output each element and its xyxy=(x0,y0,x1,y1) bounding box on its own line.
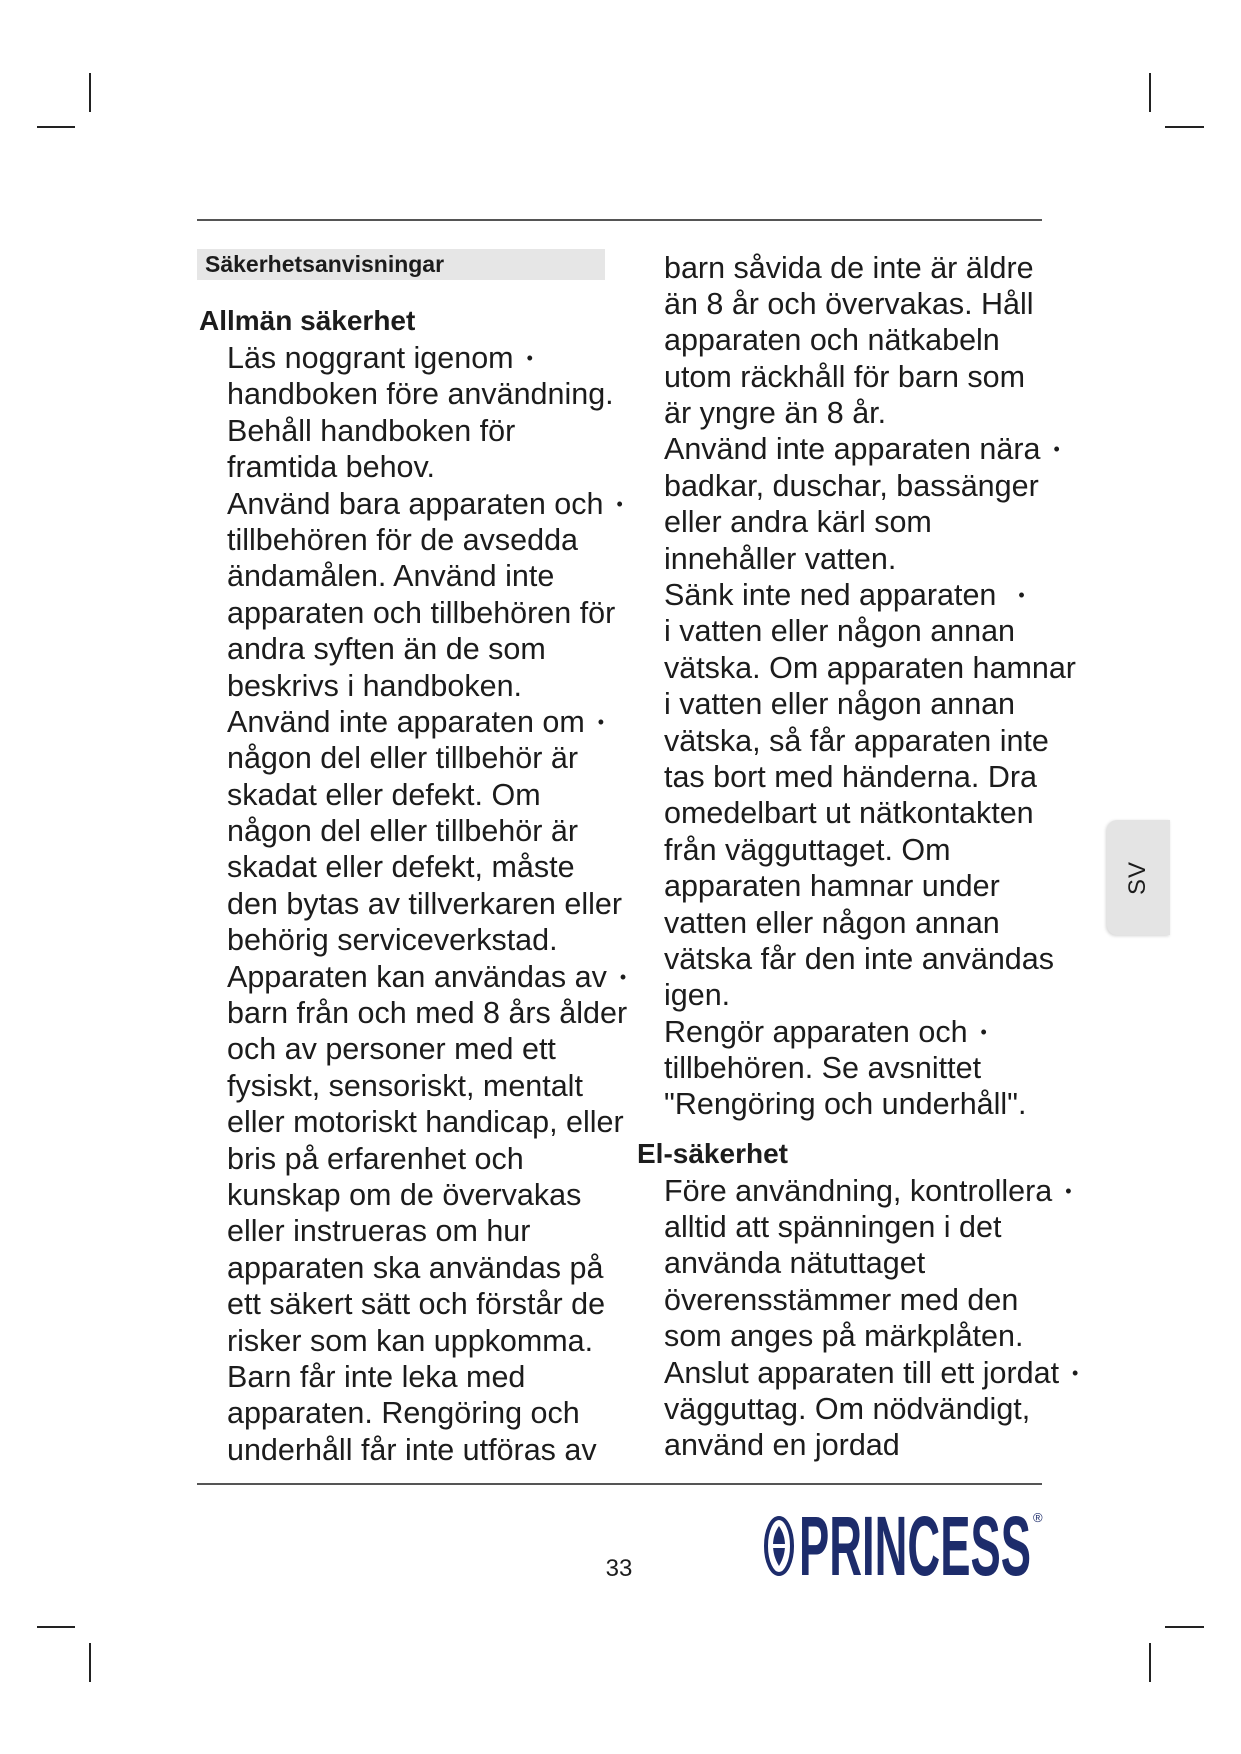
safety-instruction-item xyxy=(227,340,627,486)
safety-instruction-item xyxy=(227,486,627,704)
instruction-line: innehåller vatten. xyxy=(664,541,897,576)
instruction-line xyxy=(227,340,627,376)
instruction-line: vätska, så får apparaten inte xyxy=(664,723,1049,758)
bullet-marker: • xyxy=(980,1021,987,1042)
top-rule xyxy=(197,219,1042,221)
instruction-line: någon del eller tillbehör är xyxy=(227,741,578,776)
safety-instruction-item xyxy=(227,959,627,1468)
instruction-text: Läs noggrant igenom xyxy=(227,341,514,375)
instruction-line: fysiskt, sensoriskt, mentalt xyxy=(227,1068,583,1103)
safety-instruction-item xyxy=(637,1173,1078,1355)
instruction-line: framtida behov. xyxy=(227,450,435,485)
safety-instruction-item xyxy=(227,704,627,959)
instruction-line: vägguttag. Om nödvändigt, xyxy=(664,1392,1031,1427)
instruction-line: utom räckhåll för barn som xyxy=(664,359,1026,394)
safety-instruction-item xyxy=(637,577,1078,1014)
bullet-marker: • xyxy=(526,348,533,368)
instruction-text: Sänk inte ned apparaten xyxy=(664,578,997,613)
instruction-line xyxy=(664,1355,1078,1391)
instruction-line: underhåll får inte utföras av xyxy=(227,1432,597,1467)
instruction-line: bris på erfarenhet och xyxy=(227,1141,524,1176)
safety-instruction-item xyxy=(637,1014,1078,1123)
instruction-line: i vatten eller någon annan xyxy=(664,614,1016,649)
instruction-line xyxy=(227,486,627,522)
bullet-marker: • xyxy=(619,966,627,987)
bottom-rule xyxy=(197,1483,1042,1485)
instruction-line: barn från och med 8 års ålder xyxy=(227,996,628,1031)
crop-mark-bottom-left-vertical xyxy=(89,1643,91,1682)
instruction-line: ändamålen. Använd inte xyxy=(227,559,555,594)
instruction-line: är yngre än 8 år. xyxy=(664,396,887,431)
crop-mark-bottom-right-vertical xyxy=(1149,1643,1151,1682)
instruction-line: som anges på märkplåten. xyxy=(664,1319,1024,1354)
instruction-text: Använd inte apparaten nära xyxy=(664,432,1041,467)
instruction-line: vatten eller någon annan xyxy=(664,905,1000,940)
language-tab xyxy=(1107,820,1170,935)
instruction-text: Använd inte apparaten om xyxy=(227,704,585,739)
instruction-text: Apparaten kan användas av xyxy=(227,959,607,994)
instruction-line: tas bort med händerna. Dra xyxy=(664,759,1037,794)
instruction-line: eller instrueras om hur xyxy=(227,1214,531,1249)
instruction-line: apparaten ska användas på xyxy=(227,1250,604,1285)
safety-instruction-item xyxy=(637,431,1078,577)
instruction-line: eller andra kärl som xyxy=(664,505,932,540)
bullet-marker: • xyxy=(1018,585,1025,606)
logo-emblem-icon xyxy=(766,1518,792,1574)
instruction-line: apparaten och tillbehören för xyxy=(227,595,616,630)
instruction-line xyxy=(227,704,627,740)
instruction-line: använda nätuttaget xyxy=(664,1246,926,1281)
instruction-line: igen. xyxy=(664,978,731,1013)
instruction-text: Anslut apparaten till ett jordat xyxy=(664,1355,1060,1390)
instruction-line xyxy=(664,431,1078,467)
instruction-line: kunskap om de övervakas xyxy=(227,1177,582,1212)
instruction-line: beskrivs i handboken. xyxy=(227,668,523,703)
instruction-line xyxy=(664,1173,1078,1209)
logo-wordmark: PRINCESS xyxy=(799,1505,1031,1585)
right-column xyxy=(637,250,1078,1464)
instruction-line: Behåll handboken för xyxy=(227,413,516,448)
instruction-line: "Rengöring och underhåll". xyxy=(664,1087,1027,1122)
page-number: 33 xyxy=(605,1555,633,1582)
crop-mark-bottom-left-horizontal xyxy=(37,1626,75,1628)
instruction-line: den bytas av tillverkaren eller xyxy=(227,886,622,921)
instruction-line: badkar, duschar, bassänger xyxy=(664,468,1039,503)
instruction-line: vätska får den inte användas xyxy=(664,941,1054,976)
instruction-line: överensstämmer med den xyxy=(664,1282,1019,1317)
bullet-marker: • xyxy=(1053,439,1060,460)
instruction-line: andra syften än de som xyxy=(227,632,546,667)
instruction-line: skadat eller defekt, måste xyxy=(227,850,575,885)
instruction-line: ett säkert sätt och förstår de xyxy=(227,1287,606,1322)
crop-mark-top-left-vertical xyxy=(89,73,91,112)
crop-mark-top-right-vertical xyxy=(1149,73,1151,112)
instruction-line: apparaten hamnar under xyxy=(664,869,1000,904)
bullet-marker: • xyxy=(1065,1180,1072,1201)
electrical-safety-heading: El-säkerhet xyxy=(637,1138,788,1170)
instruction-line xyxy=(227,959,627,995)
crop-mark-top-right-horizontal xyxy=(1165,126,1204,128)
instruction-line: apparaten och nätkabeln xyxy=(664,323,1000,358)
instruction-line: barn såvida de inte är äldre xyxy=(664,250,1034,285)
instruction-line: vätska. Om apparaten hamnar xyxy=(664,650,1076,685)
instruction-line: tillbehören för de avsedda xyxy=(227,522,578,557)
instruction-text: Använd bara apparaten och xyxy=(227,486,604,521)
instruction-line xyxy=(664,577,1078,613)
logo-registered-mark: ® xyxy=(1033,1510,1043,1525)
instruction-line: risker som kan uppkomma. xyxy=(227,1323,594,1358)
instruction-line: tillbehören. Se avsnittet xyxy=(664,1051,982,1086)
instruction-line: någon del eller tillbehör är xyxy=(227,814,578,849)
instruction-line: behörig serviceverkstad. xyxy=(227,923,558,958)
instruction-text: Före användning, kontrollera xyxy=(664,1173,1053,1208)
crop-mark-top-left-horizontal xyxy=(37,126,75,128)
instruction-line: alltid att spänningen i det xyxy=(664,1210,1002,1245)
instruction-line: från vägguttaget. Om xyxy=(664,832,951,867)
section-header: Säkerhetsanvisningar xyxy=(197,249,605,280)
instruction-line: skadat eller defekt. Om xyxy=(227,777,541,812)
bullet-marker: • xyxy=(597,711,605,732)
bullet-marker: • xyxy=(1072,1362,1079,1383)
instruction-line: i vatten eller någon annan xyxy=(664,687,1016,722)
instruction-text: Rengör apparaten och xyxy=(664,1014,968,1049)
instruction-line: apparaten. Rengöring och xyxy=(227,1396,580,1431)
instruction-line: handboken före användning. xyxy=(227,377,614,412)
general-safety-heading: Allmän säkerhet xyxy=(199,305,416,336)
left-column xyxy=(227,340,627,1468)
instruction-line: och av personer med ett xyxy=(227,1032,556,1067)
princess-logo xyxy=(762,1505,1047,1585)
instruction-line: omedelbart ut nätkontakten xyxy=(664,796,1034,831)
language-tab-label: SV xyxy=(1124,860,1152,895)
bullet-marker: • xyxy=(616,493,623,514)
instruction-line xyxy=(664,1014,1078,1050)
instruction-line: eller motoriskt handicap, eller xyxy=(227,1105,624,1140)
instruction-line: använd en jordad xyxy=(664,1428,900,1463)
crop-mark-bottom-right-horizontal xyxy=(1165,1626,1204,1628)
continued-instruction xyxy=(637,250,1078,432)
instruction-line: Barn får inte leka med xyxy=(227,1359,526,1394)
safety-instruction-item xyxy=(637,1355,1078,1464)
instruction-line: än 8 år och övervakas. Håll xyxy=(664,286,1034,321)
